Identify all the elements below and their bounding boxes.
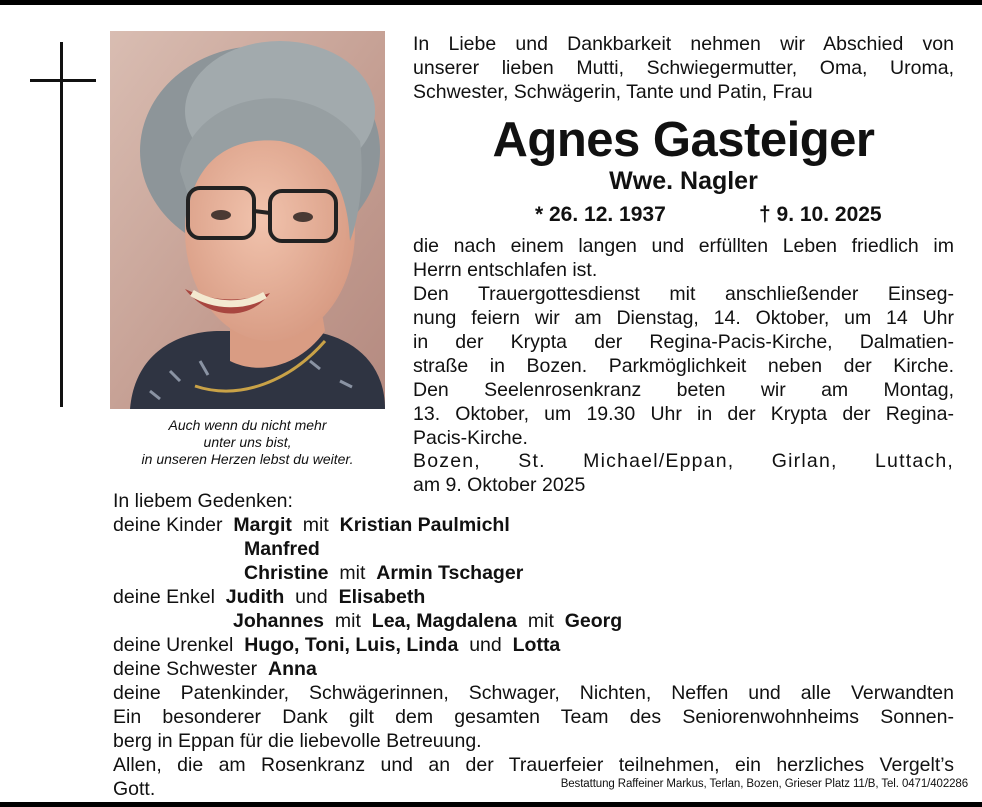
family-child-row xyxy=(244,561,523,585)
family-children-row xyxy=(113,513,510,537)
grandchild-name: Judith xyxy=(225,586,285,608)
funeral-home-line: Bestattung Raffeiner Markus, Terlan, Bozen, Grieser Platz 11/B, Tel. 0471/402286 xyxy=(560,778,968,790)
greatgrandchildren-label: deine Urenkel xyxy=(113,634,234,656)
death-date: † 9. 10. 2025 xyxy=(759,203,882,226)
child-name: Christine xyxy=(244,562,329,584)
child-name: Manfred xyxy=(244,538,320,560)
connector-text: mit xyxy=(334,610,361,632)
connector-text: mit xyxy=(527,610,554,632)
child-name: Margit xyxy=(233,514,292,536)
partner-name: Kristian Paulmichl xyxy=(339,514,510,536)
place-names: Bozen, St. Michael/Eppan, Girlan, Luttach, xyxy=(413,450,954,472)
thanks-line: Ein besonderer Dank gilt dem gesamten Team des Seniorenwohnheims Sonnen- xyxy=(113,706,954,728)
grandchild-name: Elisabeth xyxy=(338,586,426,608)
sister-label: deine Schwester xyxy=(113,658,258,680)
family-child-row xyxy=(244,537,320,561)
announcement-line: die nach einem langen und erfüllten Leben friedlich im xyxy=(413,235,954,257)
grandchildren-label: deine Enkel xyxy=(113,586,215,608)
family-rest xyxy=(113,681,954,705)
family-heading: In liebem Gedenken: xyxy=(113,490,293,512)
greatgrandchild-name: Lotta xyxy=(512,634,561,656)
greatgrandchildren-names: Hugo, Toni, Luis, Linda xyxy=(244,634,459,656)
family-rest-line: deine Patenkinder, Schwägerinnen, Schwager, Nichten, Neffen und alle Verwandten xyxy=(113,682,954,704)
announcement-line: 13. Oktober, um 19.30 Uhr in der Krypta der Regina- xyxy=(413,403,954,425)
announcement-line: Pacis-Kirche. xyxy=(413,427,528,449)
children-label: deine Kinder xyxy=(113,514,223,536)
announcement-line: Den Trauergottesdienst mit anschließender Einseg- xyxy=(413,283,954,305)
grandchild-name: Johannes xyxy=(233,610,325,632)
photo-caption xyxy=(110,417,385,468)
maiden-name: Wwe. Nagler xyxy=(609,167,758,195)
portrait-photo xyxy=(110,31,385,409)
birth-date: * 26. 12. 1937 xyxy=(535,203,666,226)
partner-name: Armin Tschager xyxy=(376,562,524,584)
family-sister-row xyxy=(113,657,317,681)
caption-line: in unseren Herzen lebst du weiter. xyxy=(141,451,354,467)
announcement-line: Herrn entschlafen ist. xyxy=(413,259,598,281)
announcement-line: nung feiern wir am Dienstag, 14. Oktober, um 14 Uhr xyxy=(413,307,954,329)
thanks-line: Gott. xyxy=(113,778,156,800)
caption-line: Auch wenn du nicht mehr xyxy=(168,417,327,433)
connector-text: mit xyxy=(302,514,329,536)
connector-text: und xyxy=(469,634,502,656)
connector-text: mit xyxy=(339,562,366,584)
connector-text: und xyxy=(295,586,328,608)
deceased-name: Agnes Gasteiger xyxy=(492,113,875,167)
intro-line: Schwester, Schwägerin, Tante und Patin, Frau xyxy=(413,81,813,103)
caption-line: unter uns bist, xyxy=(203,434,292,450)
family-grandchildren-row xyxy=(233,609,622,633)
announcement-line: Den Seelenrosenkranz beten wir am Montag, xyxy=(413,379,954,401)
sister-name: Anna xyxy=(268,658,317,680)
place-date: am 9. Oktober 2025 xyxy=(413,474,586,496)
announcement-text xyxy=(413,234,954,450)
cross-icon-bar xyxy=(30,79,96,82)
family-greatgrandchildren-row xyxy=(113,633,560,657)
grandchild-partner-names: Lea, Magdalena xyxy=(371,610,517,632)
grandchild-partner-name: Georg xyxy=(564,610,623,632)
cross-icon xyxy=(60,42,63,407)
thanks-line: Allen, die am Rosenkranz und an der Trauerfeier teilnehmen, ein herzliches Vergelt’s xyxy=(113,754,954,776)
thanks-line: berg in Eppan für die liebevolle Betreuung. xyxy=(113,730,482,752)
intro-line: unserer lieben Mutti, Schwiegermutter, Oma, Uroma, xyxy=(413,57,954,79)
intro-text xyxy=(413,32,954,104)
family-grandchildren-row xyxy=(113,585,425,609)
announcement-line: in der Krypta der Regina-Pacis-Kirche, Dalmatien- xyxy=(413,331,954,353)
announcement-line: straße in Bozen. Parkmöglichkeit neben der Kirche. xyxy=(413,355,954,377)
intro-line: In Liebe und Dankbarkeit nehmen wir Abschied von xyxy=(413,33,954,55)
place-line xyxy=(413,449,954,473)
